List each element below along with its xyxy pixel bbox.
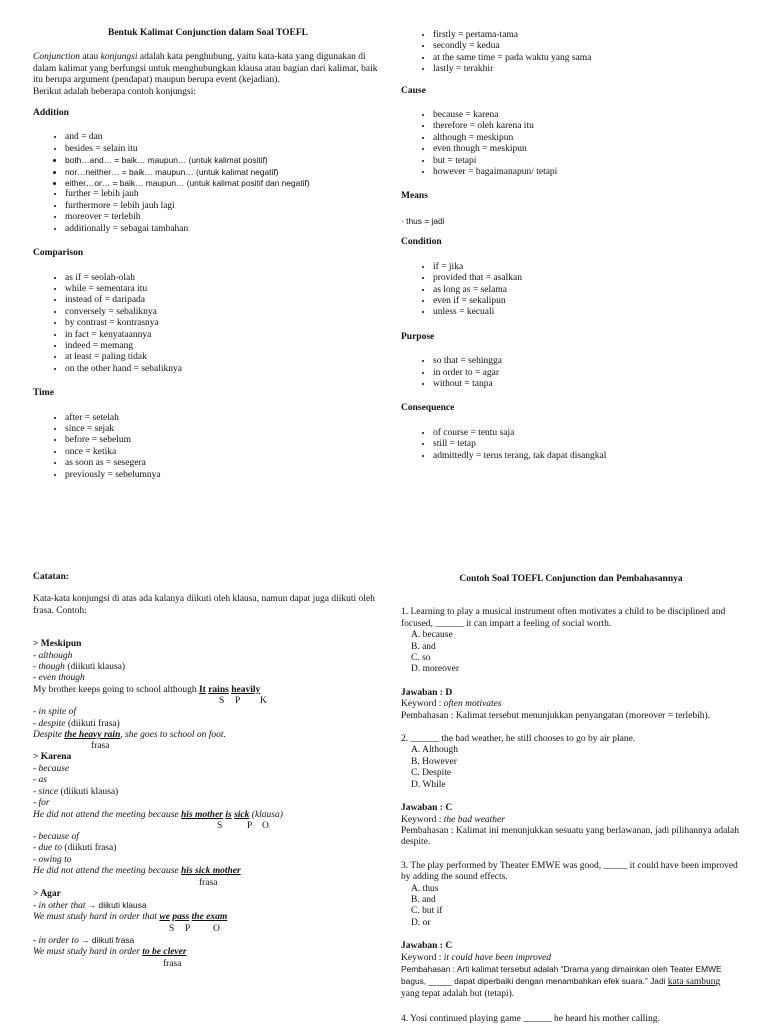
- catatan-heading: Catatan:: [33, 572, 69, 582]
- list-item: • provided that = asalkan: [433, 273, 751, 284]
- choice-a: A. because: [411, 630, 453, 641]
- list-item: • in fact = kenyataannya: [65, 330, 383, 341]
- consequence-heading: Consequence: [401, 403, 455, 414]
- subject-word: It: [198, 684, 206, 695]
- list-item: • either…or… = baik… maupun… (untuk kalimat positif dan negatif): [65, 178, 383, 189]
- agar-example1: [33, 912, 383, 923]
- meskipun-line2: [33, 662, 383, 673]
- list-item: • therefore = oleh karena itu: [433, 121, 751, 132]
- list-item: • unless = kecuali: [433, 307, 751, 318]
- list-item: • further = lebih jauh: [65, 189, 383, 200]
- list-item: • because = karena: [433, 110, 751, 121]
- karena-example2: [33, 866, 383, 877]
- agar-line1: [33, 900, 383, 912]
- list-item: • conversely = sebaliknya: [65, 307, 383, 318]
- meskipun-frasa-label: [33, 741, 383, 752]
- question-4: 4. Yosi continued playing game ______ he heard his mother calling.: [401, 1014, 660, 1025]
- list-item: • since = sejak: [65, 424, 383, 435]
- label-o: O: [213, 923, 220, 934]
- list-item: • even if = sekalipun: [433, 296, 751, 307]
- list-item: • firstly = pertama-tama: [433, 30, 751, 41]
- time-list: [33, 413, 383, 481]
- example-text: We must study hard in order that: [33, 912, 160, 923]
- list-item: • however = bagaimanapun/ tetapi: [433, 167, 751, 178]
- list-item: • as if = seolah-olah: [65, 273, 383, 284]
- subject-word: his mother: [181, 809, 223, 820]
- karena-line4: - for: [33, 798, 50, 809]
- meskipun-example1: [33, 685, 383, 696]
- list-item: • furthermore = lebih jauh lagi: [65, 201, 383, 212]
- karena-line3: [33, 787, 383, 798]
- list-item: • still = tetap: [433, 439, 751, 450]
- list-item: • at least = paling tidak: [65, 352, 383, 363]
- predicate-word: pass: [172, 912, 190, 923]
- meskipun-line2-term: - though: [33, 662, 65, 673]
- example-text: He did not attend the meeting because: [33, 866, 182, 877]
- predicate-word: is: [225, 809, 232, 820]
- intro-rest: adalah kata penghubung, yaitu kata-kata yang digunakan di dalam kalimat yang berfungsi untuk menghubungkan klausa atau bagian dari kalimat, baik itu berupa argument (pendapat) maupun berupa event (kejadian).: [33, 52, 378, 86]
- karena-line6-note: (diikuti frasa): [62, 843, 117, 854]
- karena-line6: [33, 843, 383, 854]
- answer-2: Jawaban : C: [401, 803, 453, 814]
- list-item: • before = sebelum: [65, 435, 383, 446]
- karena-line1: - because: [33, 763, 70, 774]
- phrase-word: the heavy rain: [64, 730, 121, 741]
- keyword-label: Keyword :: [401, 814, 444, 825]
- explanation-3: [401, 964, 741, 1000]
- label-p: P: [185, 923, 191, 934]
- condition-heading: Condition: [401, 237, 442, 248]
- label-o: O: [262, 820, 269, 831]
- label-s: S: [217, 820, 223, 831]
- list-item: • after = setelah: [65, 413, 383, 424]
- example-text: , she goes to school on foot.: [120, 730, 226, 741]
- list-item: • in order to = agar: [433, 368, 751, 379]
- choice-d: D. moreover: [411, 664, 460, 675]
- object-word: sick: [234, 809, 250, 820]
- answer-1: Jawaban : D: [401, 687, 453, 698]
- example-text: Despite: [33, 730, 65, 741]
- label-p: P: [235, 696, 241, 707]
- meskipun-line1: - although: [33, 650, 73, 661]
- agar-line1-note: → diikuti klausa: [85, 899, 147, 910]
- purpose-list: [401, 356, 751, 390]
- intro-line2: Berikut adalah beberapa contoh konjungsi:: [33, 86, 197, 97]
- label-p: P: [247, 820, 253, 831]
- list-item: • if = jika: [433, 262, 751, 273]
- list-item: • at the same time = pada waktu yang sama: [433, 53, 751, 64]
- meskipun-line3: - even though: [33, 673, 85, 684]
- keyword-1: [401, 699, 741, 710]
- list-item: • instead of = daripada: [65, 295, 383, 306]
- meskipun-line5-note: (diikuti frasa): [65, 718, 120, 729]
- list-item: • nor…neither… = baik… maupun… (untuk kalimat negatif): [65, 167, 383, 178]
- label-frasa: frasa: [91, 741, 110, 752]
- comparison-heading: Comparison: [33, 248, 84, 259]
- keyword-value: it could have been improved: [443, 952, 552, 963]
- catatan-column: [33, 572, 383, 970]
- agar-line2-term: - in order to: [33, 935, 79, 946]
- karena-heading: > Karena: [33, 752, 72, 763]
- karena-frasa-label: [33, 878, 383, 889]
- question-1: 1. Learning to play a musical instrument often motivates a child to be disciplined and focused, ______ it can impart a feeling of social worth.: [401, 607, 726, 629]
- answer-3: Jawaban : C: [401, 941, 453, 952]
- list-item: • besides = selain itu: [65, 144, 383, 155]
- karena-line6-term: - due to: [33, 843, 63, 854]
- choice-b: B. and: [411, 894, 436, 905]
- meskipun-example2: [33, 730, 383, 741]
- keyword-2: [401, 815, 741, 826]
- agar-labels: [33, 924, 383, 935]
- list-item: • lastly = terakhir: [433, 64, 751, 75]
- list-item: • by contrast = kontrasnya: [65, 318, 383, 329]
- soal-heading: Contoh Soal TOEFL Conjunction dan Pembahasannya: [459, 574, 683, 584]
- list-item: • once = ketika: [65, 447, 383, 458]
- choice-a: A. Although: [411, 745, 458, 756]
- list-item: • of course = tentu saja: [433, 428, 751, 439]
- phrase-word: to be clever: [142, 947, 187, 958]
- explanation-2: Pembahasan : Kalimat ini menunjukkan sesuatu yang berlawanan, jadi pilihannya adalah despite.: [401, 825, 739, 848]
- intro-term-en: Conjunction: [33, 52, 80, 63]
- cause-heading: Cause: [401, 85, 426, 96]
- list-item: • secondly = kedua: [433, 41, 751, 52]
- explanation-1: Pembahasan : Kalimat tersebut menunjukkan penyangatan (moreover = terlebih).: [401, 710, 710, 721]
- comparison-list: [33, 273, 383, 376]
- right-top-column: [401, 30, 751, 475]
- list-item: • as long as = selama: [433, 285, 751, 296]
- soal-column: [401, 574, 741, 1026]
- example-text: (klausa): [249, 809, 283, 820]
- karena-line5: - because of: [33, 831, 79, 842]
- list-item: • while = sementara itu: [65, 284, 383, 295]
- condition-list: [401, 262, 751, 319]
- list-item: • as soon as = sesegera: [65, 458, 383, 469]
- intro-atau: atau: [79, 52, 101, 63]
- choice-b: B. However: [411, 756, 457, 767]
- keyword-label: Keyword :: [401, 952, 444, 963]
- karena-labels: [33, 821, 383, 832]
- adverb-word: heavily: [231, 684, 261, 695]
- list-item: • without = tanpa: [433, 379, 751, 390]
- subject-word: we: [159, 912, 170, 923]
- list-item: • and = dan: [65, 132, 383, 143]
- list-item: • on the other hand = sebaliknya: [65, 364, 383, 375]
- agar-line2-note: → diikuti frasa: [78, 934, 135, 945]
- karena-line3-note: (diikuti klausa): [58, 786, 119, 797]
- label-frasa: frasa: [199, 877, 218, 888]
- means-item: · thus = jadi: [401, 215, 445, 226]
- left-top-column: [33, 28, 383, 494]
- phrase-word: his sick mother: [181, 866, 241, 877]
- karena-line3-term: - since: [33, 786, 59, 797]
- document-title: Bentuk Kalimat Conjunction dalam Soal TOEFL: [108, 28, 308, 38]
- list-item: • previously = sebelumnya: [65, 470, 383, 481]
- explanation-text: Pembahasan : Arti kalimat tersebut adalah “Drama yang dimainkan oleh Teater EMWE bagus, _____ dapat diperbaiki dengan menambahkan efek suara.” Jadi: [401, 963, 722, 987]
- meskipun-line5: [33, 719, 383, 730]
- explanation-underlined: kata sambung: [667, 977, 721, 988]
- choice-b: B. and: [411, 641, 436, 652]
- list-item: • moreover = terlebih: [65, 212, 383, 223]
- list-item: • although = meskipun: [433, 133, 751, 144]
- catatan-intro: Kata-kata konjungsi di atas ada kalanya diikuti oleh klausa, namun dapat juga diikuti oleh frasa. Contoh:: [33, 594, 375, 616]
- time-continued-list: [401, 30, 751, 76]
- keyword-value: the bad weather: [443, 814, 505, 825]
- choice-c: C. Despite: [411, 768, 452, 779]
- addition-heading: Addition: [33, 108, 69, 119]
- keyword-value: often motivates: [443, 699, 502, 710]
- explanation-text: yang tepat adalah but (tetapi).: [401, 988, 515, 999]
- cause-list: [401, 110, 751, 178]
- choice-a: A. thus: [411, 883, 439, 894]
- predicate-word: rains: [208, 684, 229, 695]
- question-2: 2. ______ the bad weather, he still chooses to go by air plane.: [401, 734, 636, 745]
- meskipun-line4: - in spite of: [33, 707, 77, 718]
- meskipun-line5-term: - despite: [33, 718, 66, 729]
- intro-paragraph: [33, 52, 383, 86]
- label-s: S: [169, 923, 175, 934]
- list-item: • admittedly = terus terang, tak dapat disangkal: [433, 451, 751, 462]
- meskipun-line2-note: (diikuti klausa): [64, 662, 126, 673]
- label-frasa: frasa: [163, 958, 182, 969]
- meskipun-heading: > Meskipun: [33, 639, 82, 650]
- karena-example1: [33, 810, 383, 821]
- intro-term-id: konjungsi: [100, 52, 138, 63]
- label-s: S: [219, 696, 225, 707]
- purpose-heading: Purpose: [401, 331, 435, 342]
- question-3: 3. The play performed by Theater EMWE was good, _____ it could have been improved by adding the sound effects.: [401, 860, 738, 883]
- agar-line2: [33, 935, 383, 947]
- list-item: • but = tetapi: [433, 156, 751, 167]
- agar-line1-term: - in other that: [33, 900, 86, 911]
- example-text: He did not attend the meeting because: [33, 809, 182, 820]
- addition-list: [33, 132, 383, 235]
- choice-c: C. but if: [411, 906, 443, 917]
- time-heading: Time: [33, 388, 54, 399]
- means-heading: Means: [401, 191, 428, 202]
- consequence-list: [401, 428, 751, 462]
- keyword-label: Keyword :: [401, 699, 444, 710]
- list-item: • so that = sehingga: [433, 356, 751, 367]
- choice-d: D. or: [411, 917, 431, 928]
- list-item: • additionally = sebagai tambahan: [65, 224, 383, 235]
- list-item: • indeed = memang: [65, 341, 383, 352]
- list-item: • both…and… = baik… maupun… (untuk kalimat positif): [65, 155, 383, 166]
- meskipun-labels: [33, 696, 383, 707]
- karena-line2: - as: [33, 775, 47, 786]
- list-item: • even though = meskipun: [433, 144, 751, 155]
- agar-example2: [33, 947, 383, 958]
- choice-d: D. While: [411, 779, 446, 790]
- example-text: We must study hard in order: [33, 947, 143, 958]
- label-k: K: [260, 696, 267, 707]
- example-text: My brother keeps going to school although: [33, 684, 199, 695]
- keyword-3: [401, 953, 741, 964]
- choice-c: C. so: [411, 653, 431, 664]
- agar-heading: > Agar: [33, 888, 61, 899]
- agar-frasa-label: [33, 959, 383, 970]
- karena-line7: - owing to: [33, 854, 72, 865]
- object-word: the exam: [191, 912, 228, 923]
